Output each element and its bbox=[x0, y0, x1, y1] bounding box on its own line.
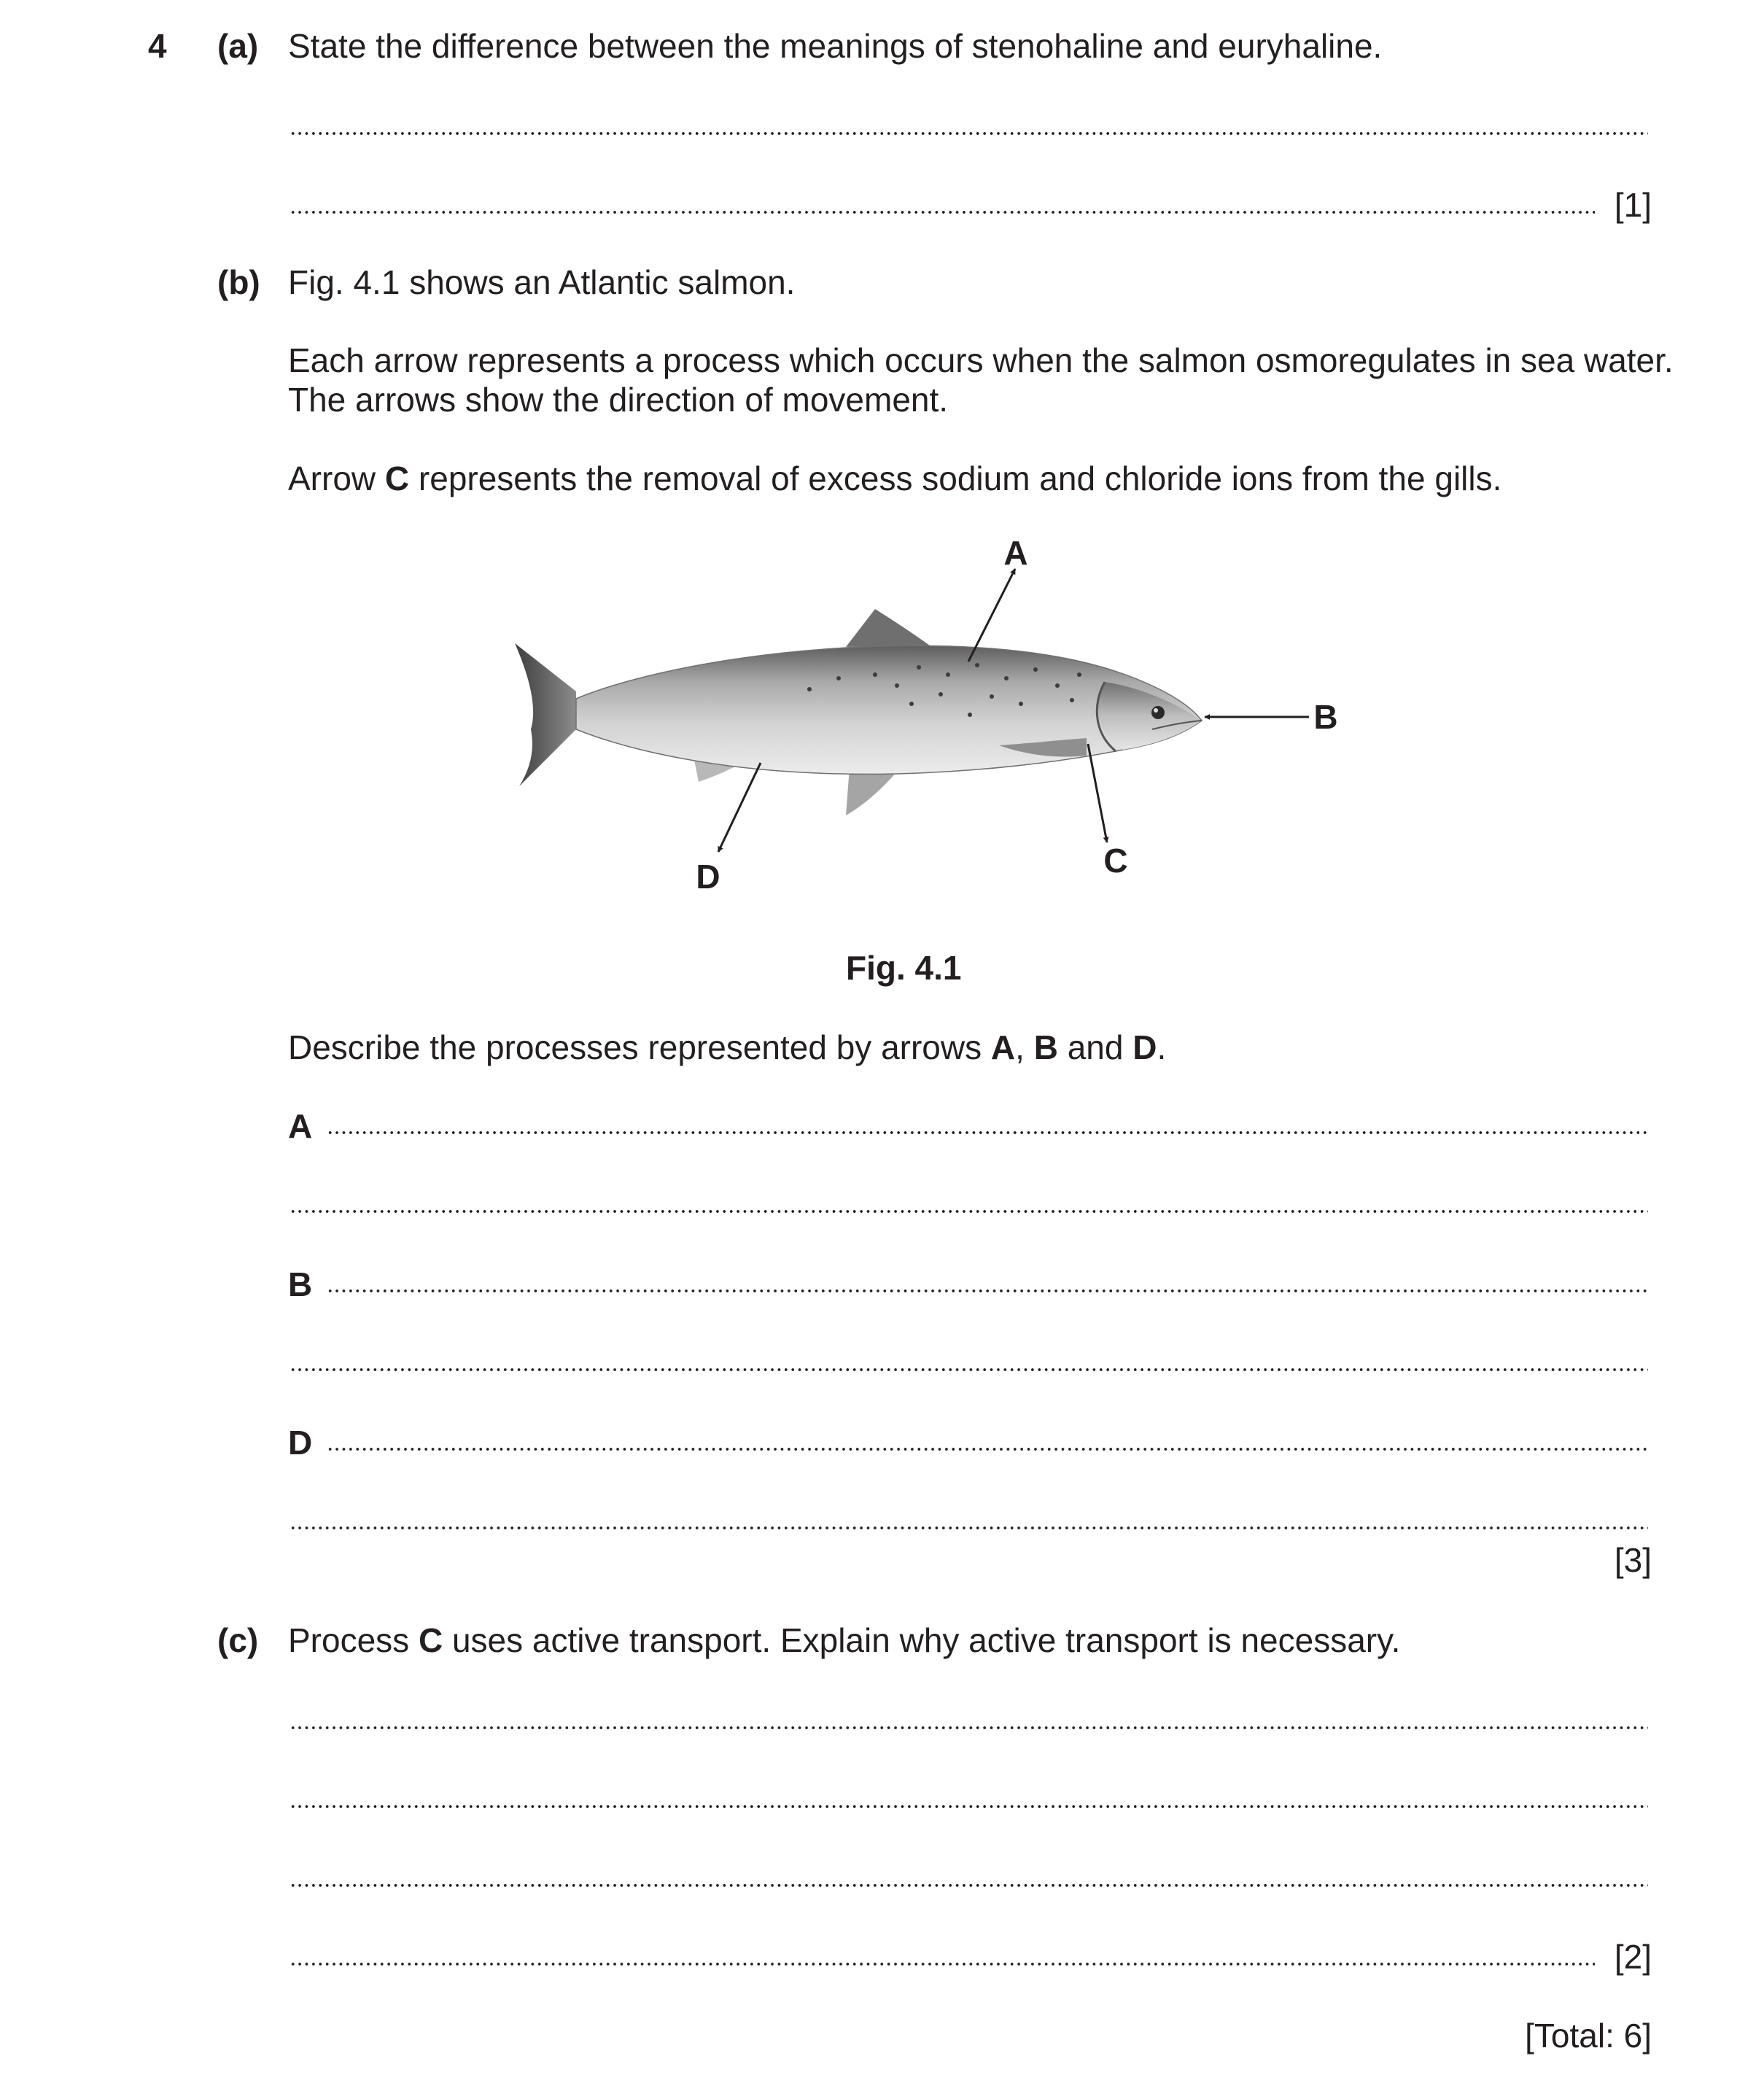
label-b: B bbox=[1313, 698, 1338, 736]
label-c: C bbox=[1103, 842, 1128, 880]
label-a: A bbox=[1003, 534, 1028, 572]
total-marks: [Total: 6] bbox=[1525, 2017, 1652, 2055]
part-a-question: State the difference between the meanings of stenohaline and euryhaline. bbox=[288, 27, 1383, 65]
part-b-describe: Describe the processes represented by arrows A, B and D. bbox=[288, 1028, 1167, 1066]
salmon-dorsal-fin bbox=[846, 609, 930, 647]
answer-a-line-2[interactable] bbox=[290, 1210, 1648, 1213]
salmon-tail bbox=[515, 643, 576, 786]
part-c-answer-line-1[interactable] bbox=[290, 1726, 1648, 1729]
answer-d-line-1[interactable] bbox=[327, 1448, 1648, 1451]
figure-caption: Fig. 4.1 bbox=[846, 949, 962, 987]
answer-b-line-2[interactable] bbox=[290, 1368, 1648, 1371]
arrow-d bbox=[718, 763, 761, 852]
answer-b-line-1[interactable] bbox=[327, 1289, 1648, 1292]
part-b-label: (b) bbox=[217, 263, 260, 301]
part-a-label: (a) bbox=[217, 27, 259, 65]
answer-label-d: D bbox=[288, 1424, 313, 1462]
part-a-marks: [1] bbox=[1614, 186, 1652, 224]
answer-label-b: B bbox=[288, 1265, 313, 1303]
part-a-answer-line-1[interactable] bbox=[290, 132, 1648, 135]
label-d: D bbox=[696, 858, 720, 896]
part-c-answer-line-4[interactable] bbox=[290, 1963, 1595, 1966]
answer-label-a: A bbox=[288, 1107, 313, 1145]
part-c-label: (c) bbox=[217, 1621, 259, 1659]
arrow-c bbox=[1088, 744, 1107, 842]
arrow-c-description: Arrow C represents the removal of excess sodium and chloride ions from the gills. bbox=[288, 459, 1502, 497]
part-b-intro: Fig. 4.1 shows an Atlantic salmon. bbox=[288, 263, 796, 301]
part-b-marks: [3] bbox=[1614, 1541, 1652, 1579]
part-c-answer-line-3[interactable] bbox=[290, 1884, 1648, 1887]
part-c-answer-line-2[interactable] bbox=[290, 1805, 1648, 1808]
arrow-a bbox=[968, 569, 1015, 662]
part-c-marks: [2] bbox=[1614, 1938, 1652, 1976]
part-a-answer-line-2[interactable] bbox=[290, 211, 1595, 214]
answer-d-line-2[interactable] bbox=[290, 1526, 1648, 1529]
part-c-question: Process C uses active transport. Explain why active transport is necessary. bbox=[288, 1621, 1401, 1659]
question-number: 4 bbox=[148, 27, 167, 65]
salmon-figure bbox=[438, 511, 1386, 919]
part-b-line-1: Each arrow represents a process which occurs when the salmon osmoregulates in sea water. bbox=[288, 341, 1674, 379]
salmon-eye bbox=[1151, 706, 1165, 719]
answer-a-line-1[interactable] bbox=[327, 1131, 1648, 1134]
part-b-line-2: The arrows show the direction of movement. bbox=[288, 381, 949, 419]
